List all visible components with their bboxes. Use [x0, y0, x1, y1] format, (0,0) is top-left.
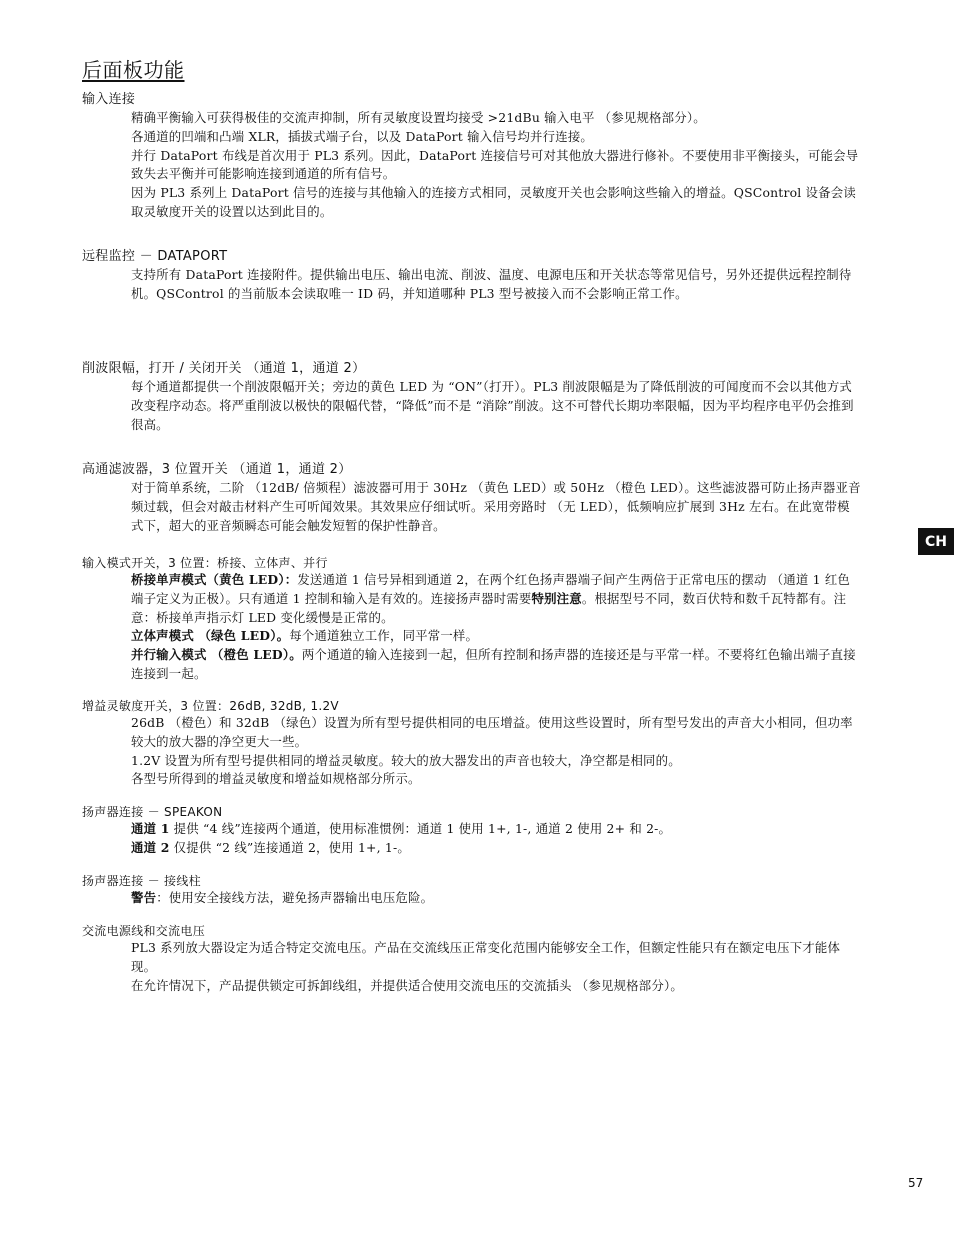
- bridge-mode-label: 桥接单声模式（黄色 LED）：: [131, 572, 298, 587]
- channel-2-text: 仅提供 “2 线”连接通道 2，使用 1+, 1-。: [169, 839, 410, 855]
- section-heading: 削波限幅，打开 / 关闭开关 （通道 1，通道 2）: [82, 361, 366, 376]
- bridge-mode-end: 。根据型号不同，数百伏特和数千瓦特都有。注意：桥接单声指示灯 LED 变化缓慢是正常的。: [131, 590, 847, 625]
- paragraph: 各通道的凹端和凸端 XLR，插拔式端子台，以及 DataPort 输入信号均并行连接。: [131, 128, 594, 144]
- section-binding-posts: [82, 874, 862, 908]
- section-clip-limiter: [82, 360, 862, 434]
- paragraph: 每个通道都提供一个削波限幅开关；旁边的黄色 LED 为 “ON”（打开）。PL3 削波限幅是为了降低削波的可闻度而不会以其他方式改变程序动态。将严重削波以极快的限幅代替，“降低”而不是 “消除”削波。这不可替代长期功率限幅，因为平均程序电平仍会推到很高。: [131, 379, 854, 432]
- paragraph-channel-2: [131, 839, 862, 858]
- section-body: [131, 820, 862, 858]
- channel-2-label: 通道 2: [131, 839, 170, 855]
- section-heading: 远程监控 － DATAPORT: [82, 249, 228, 264]
- stereo-mode-text: 每个通道独立工作，同平常一样。: [289, 628, 479, 644]
- section-body: [131, 939, 862, 995]
- section-body: [131, 889, 862, 908]
- section-remote-monitoring: [82, 248, 862, 304]
- paragraph: 支持所有 DataPort 连接附件。提供输出电压、输出电流、削波、温度、电源电压和开关状态等常见信号，另外还提供远程控制待机。QSControl 的当前版本会读取唯一 ID 码，并知道哪种 PL3 型号被接入而不会影响正常工作。: [131, 267, 852, 301]
- language-tab-ch: CH: [918, 528, 954, 555]
- paragraph: 在允许情况下，产品提供锁定可拆卸线组，并提供适合使用交流电压的交流插头 （参见规格部分）。: [131, 977, 683, 993]
- paragraph: 因为 PL3 系列上 DataPort 信号的连接与其他输入的连接方式相同，灵敏度开关也会影响这些输入的增益。QSControl 设备会读取灵敏度开关的设置以达到此目的。: [131, 185, 856, 219]
- section-heading: 增益灵敏度开关，3 位置：26dB, 32dB, 1.2V: [82, 699, 339, 713]
- section-body: [131, 266, 862, 304]
- section-body: [131, 378, 862, 434]
- section-input-mode: [82, 556, 862, 684]
- paragraph-bridge: [131, 571, 862, 627]
- bridge-emphasis: 特别注意: [531, 590, 582, 606]
- paragraph-stereo: [131, 627, 862, 646]
- section-highpass-filter: [82, 461, 862, 535]
- section-body: [131, 109, 862, 222]
- parallel-mode-label: 并行输入模式 （橙色 LED）。: [131, 647, 302, 663]
- section-heading: 扬声器连接 － SPEAKON: [82, 805, 223, 819]
- paragraph-parallel: [131, 646, 862, 684]
- section-heading: 扬声器连接 － 接线柱: [82, 874, 201, 888]
- section-speakon: [82, 805, 862, 858]
- paragraph: PL3 系列放大器设定为适合特定交流电压。产品在交流线压正常变化范围内能够安全工作，但额定性能只有在额定电压下才能体现。: [131, 940, 841, 974]
- paragraph: 对于简单系统，二阶 （12dB/ 倍频程）滤波器可用于 30Hz （黄色 LED）或 50Hz （橙色 LED）。这些滤波器可防止扬声器亚音频过载，但会对敲击材料产生可听闻效果。其效果应仔细试听。采用旁路时 （无 LED），低频响应扩展到 3Hz 左右。在此宽带模式下，超大的亚音频瞬态可能会触发短暂的保护性静音。: [131, 480, 861, 533]
- section-body: [131, 571, 862, 684]
- channel-1-label: 通道 1: [131, 821, 170, 836]
- parallel-mode-text: 两个通道的输入连接到一起，但所有控制和扬声器的连接还是与平常一样。不要将红色输出端子直接连接到一起。: [131, 647, 856, 681]
- paragraph: 1.2V 设置为所有型号提供相同的增益灵敏度。较大的放大器发出的声音也较大，净空都是相同的。: [131, 752, 681, 768]
- section-heading: 输入连接: [82, 92, 136, 107]
- section-body: [131, 714, 862, 789]
- section-heading: 高通滤波器，3 位置开关 （通道 1，通道 2）: [82, 462, 352, 477]
- page-title: 后面板功能: [82, 58, 185, 82]
- paragraph: 26dB （橙色）和 32dB （绿色）设置为所有型号提供相同的电压增益。使用这些设置时，所有型号发出的声音大小相同，但功率较大的放大器的净空更大一些。: [131, 715, 853, 749]
- section-heading: 输入模式开关，3 位置：桥接、立体声、并行: [82, 556, 328, 570]
- paragraph: 各型号所得到的增益灵敏度和增益如规格部分所示。: [131, 771, 421, 787]
- bridge-mode-text: 发送通道 1 信号异相到通道 2，在两个红色扬声器端子间产生两倍于正常电压的摆动 （通道 1 红色端子定义为正极）。只有通道 1 控制和输入是有效的。连接扬声器时需要: [131, 572, 851, 606]
- warning-text: ：使用安全接线方法，避免扬声器输出电压危险。: [156, 890, 434, 905]
- section-ac-power: [82, 924, 862, 995]
- page-number: 57: [908, 1176, 924, 1190]
- section-input-connections: [82, 91, 862, 222]
- warning-label: 警告: [131, 890, 157, 905]
- stereo-mode-label: 立体声模式 （绿色 LED）。: [131, 628, 290, 644]
- paragraph-warning: [131, 889, 862, 908]
- section-body: [131, 479, 862, 535]
- paragraph: 精确平衡输入可获得极佳的交流声抑制，所有灵敏度设置均接受 >21dBu 输入电平 （参见规格部分）。: [131, 110, 706, 125]
- section-heading: 交流电源线和交流电压: [82, 924, 206, 938]
- paragraph-channel-1: [131, 820, 862, 839]
- paragraph: 并行 DataPort 布线是首次用于 PL3 系列。因此，DataPort 连接信号可对其他放大器进行修补。不要使用非平衡接头，可能会导致失去平衡并可能影响连接到通道的所有信号。: [131, 147, 859, 182]
- channel-1-text: 提供 “4 线”连接两个通道，使用标准惯例：通道 1 使用 1+, 1-, 通道 2 使用 2+ 和 2-。: [169, 821, 672, 836]
- section-gain-sensitivity: [82, 699, 862, 789]
